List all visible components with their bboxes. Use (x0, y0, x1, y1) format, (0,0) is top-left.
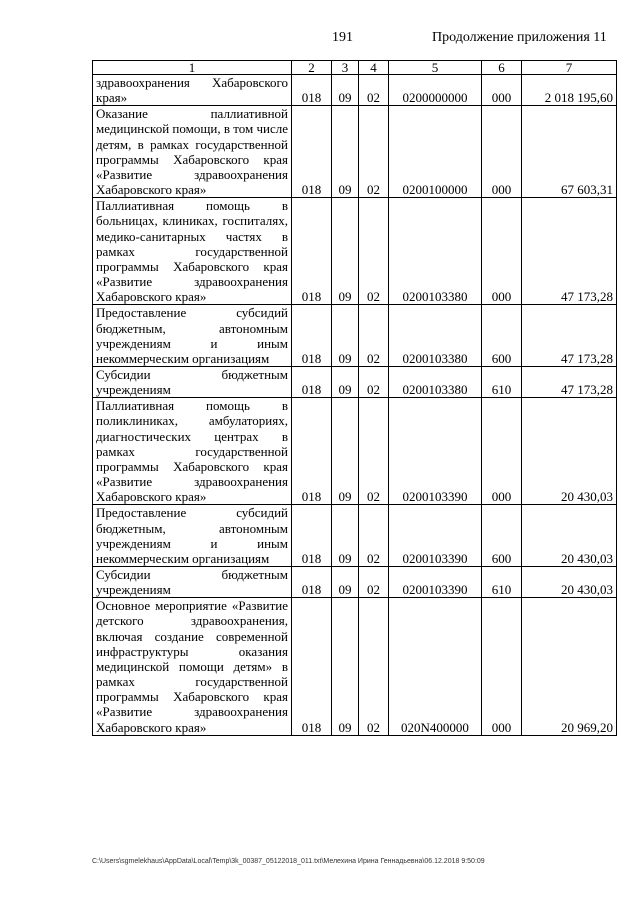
cell-name: здравоохранения Хабаровского края» (93, 75, 292, 106)
cell-amount: 67 603,31 (522, 106, 617, 198)
cell-code: 000 (482, 106, 522, 198)
column-header: 2 (292, 61, 332, 75)
page-number: 191 (332, 30, 353, 45)
cell-amount: 20 969,20 (522, 598, 617, 735)
table-row (93, 567, 617, 598)
cell-name: Паллиативная помощь в больницах, клиниках, госпиталях, медико-санитарных частях в рамках государственной программы Хабаровского края «Развитие здравоохранения Хабаровского края» (93, 198, 292, 305)
table-row (93, 106, 617, 198)
cell-amount: 2 018 195,60 (522, 75, 617, 106)
cell-name: Основное мероприятие «Развитие детского здравоохранения, включая создание современной инфраструктуры оказания медицинской помощи детям» в рамках государственной программы Хабаровского края «Развитие здравоохранения Хабаровского края» (93, 598, 292, 735)
table-row (93, 75, 617, 106)
cell-name: Паллиативная помощь в поликлиниках, амбулаториях, диагностических центрах в рамках государственной программы Хабаровского края «Развитие здравоохранения Хабаровского края» (93, 398, 292, 505)
cell-code: 09 (332, 305, 359, 367)
cell-code: 02 (359, 398, 389, 505)
cell-code: 020N400000 (389, 598, 482, 735)
cell-code: 000 (482, 75, 522, 106)
cell-amount: 47 173,28 (522, 366, 617, 397)
cell-code: 0200103390 (389, 567, 482, 598)
cell-code: 09 (332, 198, 359, 305)
cell-code: 02 (359, 505, 389, 567)
table-row (93, 366, 617, 397)
cell-code: 0200100000 (389, 106, 482, 198)
cell-code: 610 (482, 567, 522, 598)
cell-code: 09 (332, 75, 359, 106)
table-row (93, 305, 617, 367)
table-header-row (93, 61, 617, 75)
cell-name: Субсидии бюджетным учреждениям (93, 366, 292, 397)
cell-name: Оказание паллиативной медицинской помощи, в том числе детям, в рамках государственной программы Хабаровского края «Развитие здравоохранения Хабаровского края» (93, 106, 292, 198)
budget-table (92, 60, 617, 736)
cell-code: 09 (332, 598, 359, 735)
cell-code: 018 (292, 305, 332, 367)
column-header: 4 (359, 61, 389, 75)
cell-code: 018 (292, 598, 332, 735)
cell-code: 02 (359, 305, 389, 367)
cell-code: 02 (359, 598, 389, 735)
cell-code: 09 (332, 366, 359, 397)
table-row (93, 505, 617, 567)
table-row (93, 198, 617, 305)
cell-code: 018 (292, 106, 332, 198)
cell-code: 000 (482, 598, 522, 735)
cell-code: 02 (359, 75, 389, 106)
cell-code: 02 (359, 567, 389, 598)
cell-code: 018 (292, 505, 332, 567)
cell-code: 018 (292, 366, 332, 397)
column-header: 1 (93, 61, 292, 75)
continuation-caption: Продолжение приложения 11 (432, 30, 607, 45)
column-header: 6 (482, 61, 522, 75)
cell-code: 000 (482, 398, 522, 505)
column-header: 3 (332, 61, 359, 75)
cell-code: 610 (482, 366, 522, 397)
cell-code: 0200103380 (389, 198, 482, 305)
cell-code: 09 (332, 106, 359, 198)
cell-amount: 47 173,28 (522, 198, 617, 305)
cell-name: Субсидии бюджетным учреждениям (93, 567, 292, 598)
column-header: 5 (389, 61, 482, 75)
cell-amount: 47 173,28 (522, 305, 617, 367)
cell-name: Предоставление субсидий бюджетным, автономным учреждениям и иным некоммерческим организациям (93, 505, 292, 567)
cell-code: 02 (359, 198, 389, 305)
cell-code: 018 (292, 567, 332, 598)
cell-code: 600 (482, 305, 522, 367)
column-header: 7 (522, 61, 617, 75)
cell-amount: 20 430,03 (522, 398, 617, 505)
table-row (93, 398, 617, 505)
cell-code: 09 (332, 505, 359, 567)
cell-code: 0200103380 (389, 305, 482, 367)
cell-code: 0200103380 (389, 366, 482, 397)
cell-code: 018 (292, 398, 332, 505)
cell-code: 0200000000 (389, 75, 482, 106)
cell-code: 0200103390 (389, 505, 482, 567)
cell-amount: 20 430,03 (522, 567, 617, 598)
cell-code: 000 (482, 198, 522, 305)
cell-amount: 20 430,03 (522, 505, 617, 567)
cell-code: 018 (292, 198, 332, 305)
cell-code: 0200103390 (389, 398, 482, 505)
cell-code: 02 (359, 366, 389, 397)
cell-code: 02 (359, 106, 389, 198)
cell-code: 018 (292, 75, 332, 106)
cell-code: 09 (332, 398, 359, 505)
cell-code: 09 (332, 567, 359, 598)
table-row (93, 598, 617, 735)
cell-code: 600 (482, 505, 522, 567)
cell-name: Предоставление субсидий бюджетным, автономным учреждениям и иным некоммерческим организациям (93, 305, 292, 367)
footer-path: C:\Users\sgmelekhaus\AppData\Local\Temp\3k_00387_05122018_011.txt\Мелехина Ирина Геннадьевна\06.12.2018 9:50:09 (92, 858, 485, 865)
